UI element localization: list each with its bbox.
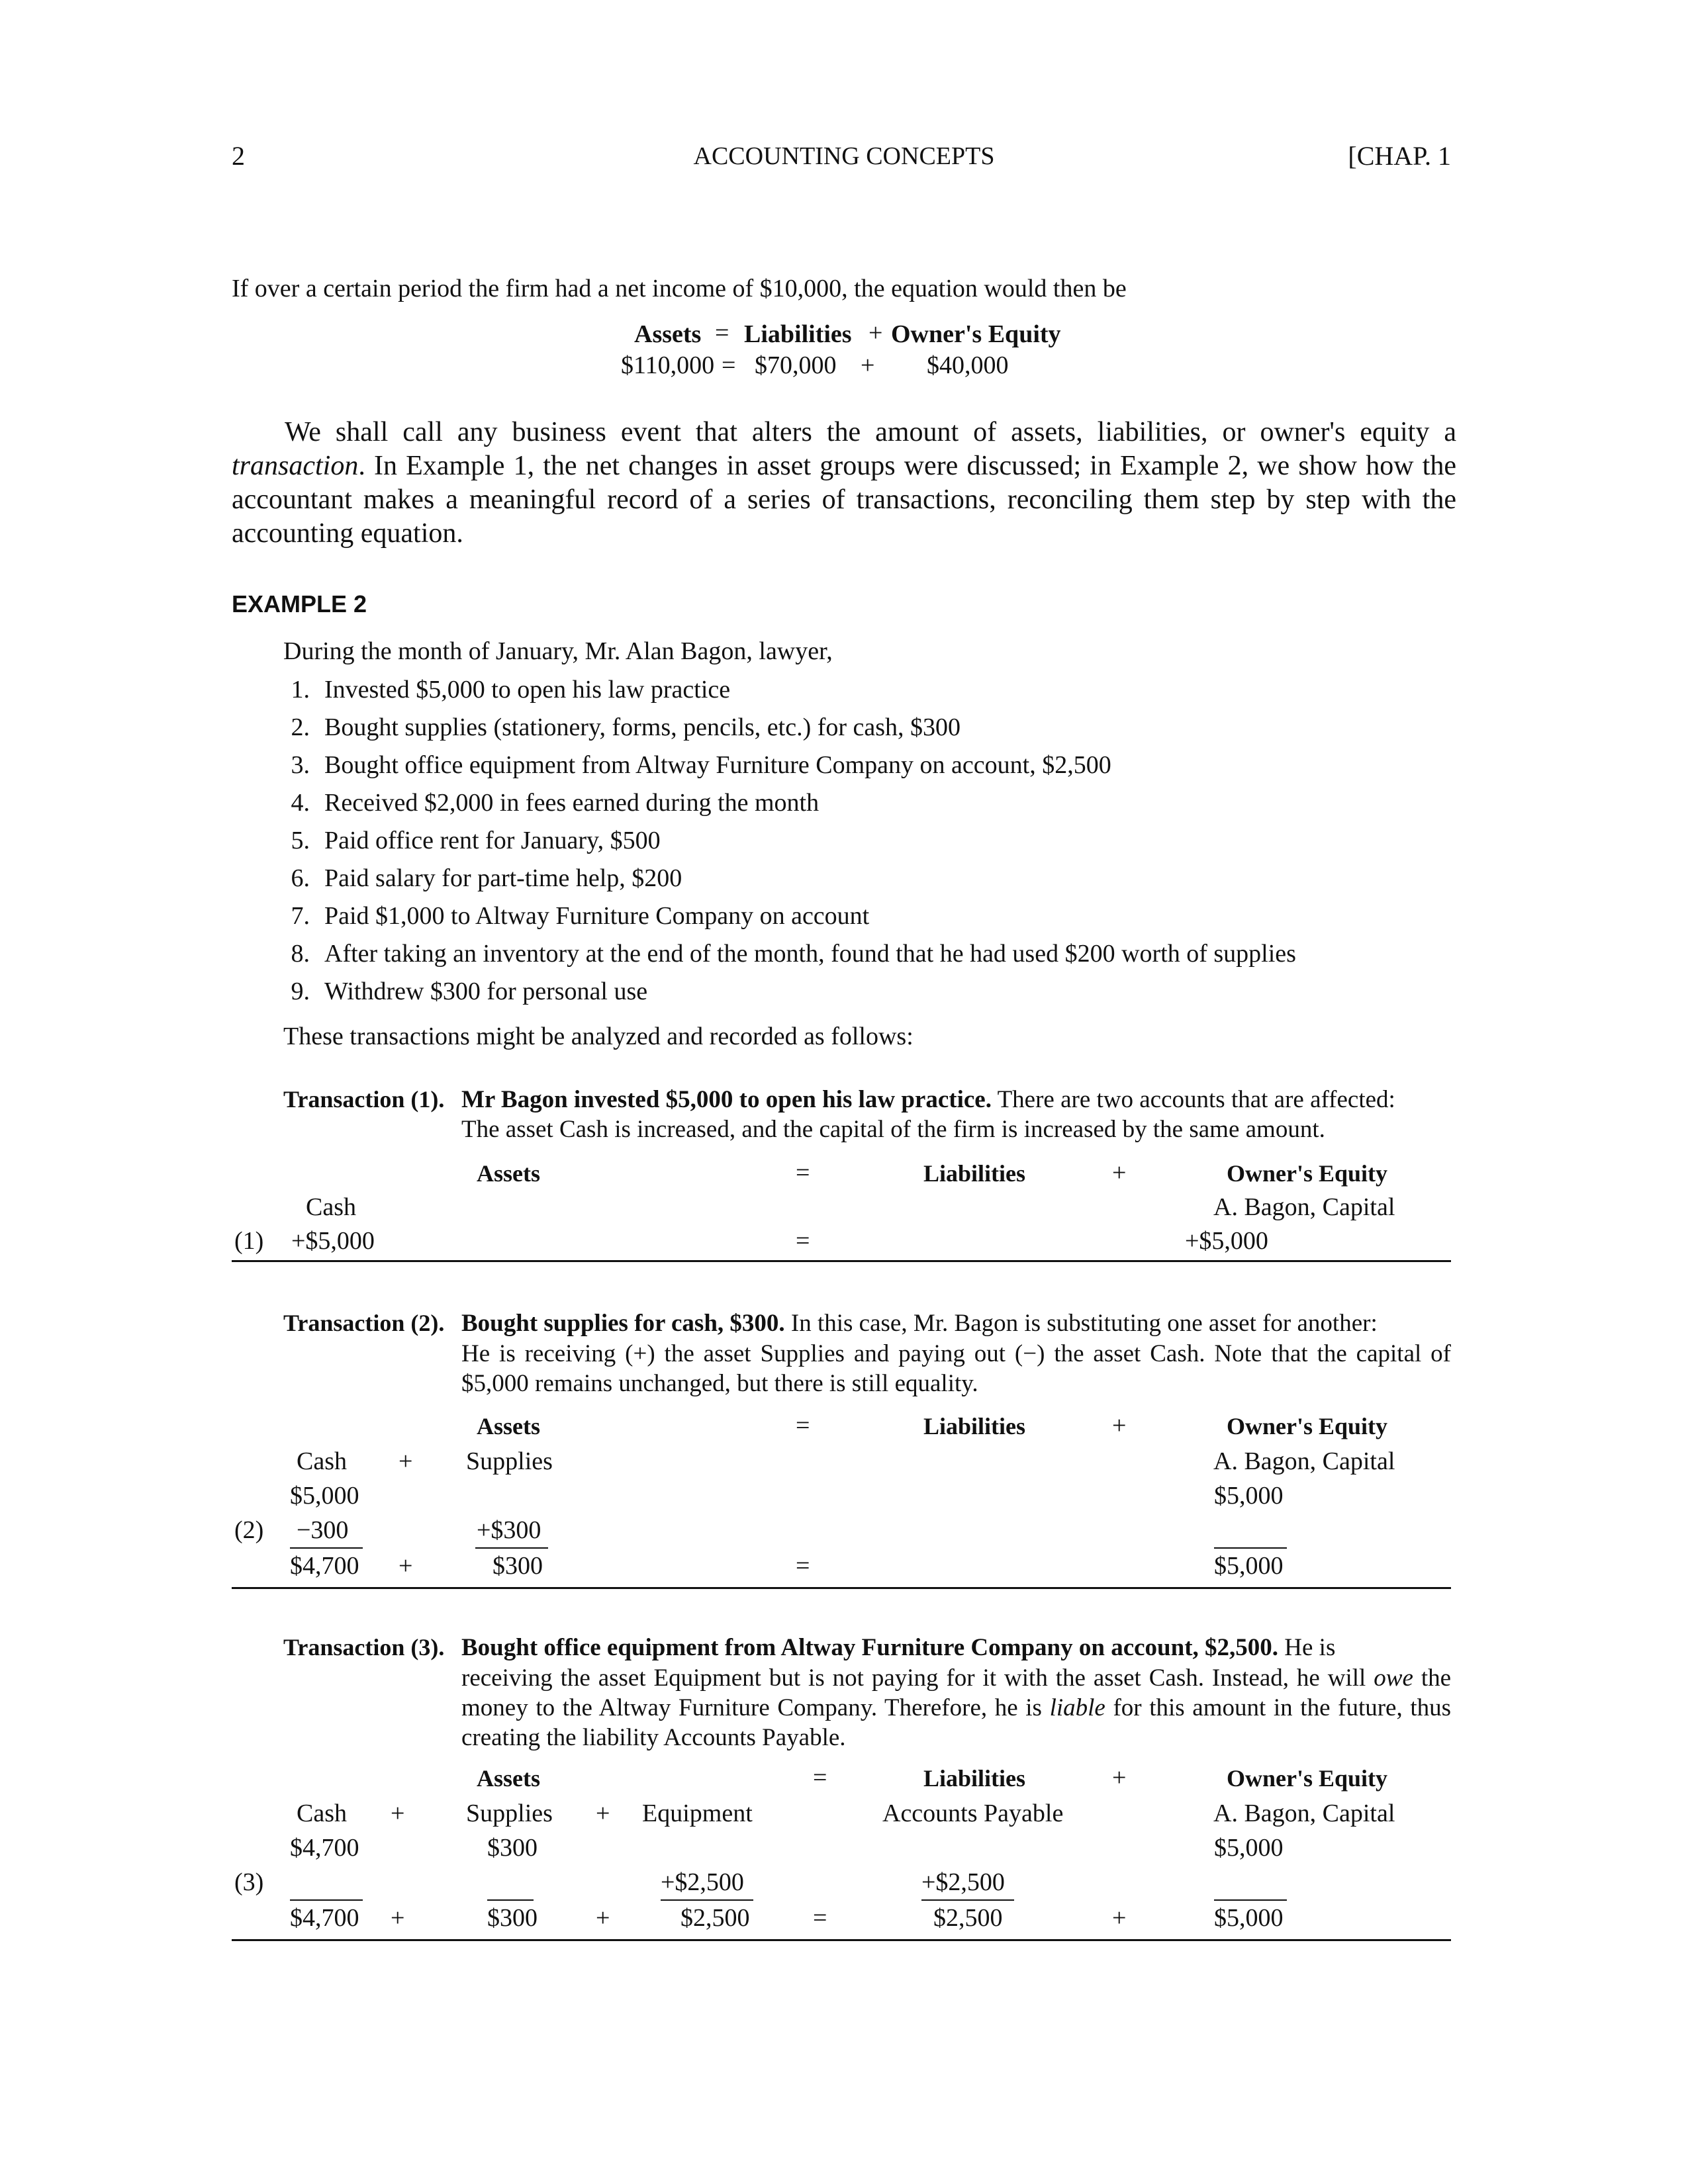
eq-assets: Assets [634,320,702,348]
t3-chg-equipment: +$2,500 [661,1868,744,1896]
t2-label: Transaction (2). [283,1310,445,1336]
t3-bal-capital: $5,000 [1214,1834,1284,1862]
t3-first-line [461,1633,1335,1662]
t1-capital-change: +$5,000 [1185,1227,1268,1255]
t3-head-assets: Assets [477,1765,540,1792]
eq-sign: = [715,319,729,347]
t1-head-assets: Assets [477,1160,540,1187]
t2-head-assets: Assets [477,1413,540,1439]
eq-liabilities: Liabilities [744,320,852,348]
val-assets: $110,000 [621,351,715,379]
t2-first-line [461,1309,1378,1338]
paragraph-part2: . In Example 1, the net changes in asset groups were discussed; in Example 2, we show how the accountant makes a meaningful record of a series of transactions, reconciling them step by step with the accounting equation. [232,451,1456,549]
t2-col-cash: Cash [297,1447,347,1475]
t2-bal-cash: $5,000 [290,1482,359,1510]
t3-liable: liable [1049,1694,1105,1721]
t3-col-ap: Accounts Payable [882,1799,1064,1827]
running-title: ACCOUNTING CONCEPTS [693,142,995,170]
page-number: 2 [232,141,245,171]
t1-head-plus: + [1112,1159,1127,1187]
t3-text1: He is [1284,1634,1336,1661]
t2-tot-eq: = [796,1552,810,1580]
t2-tot-supplies: $300 [492,1552,543,1580]
t2-ul-cash [290,1547,363,1549]
t1-text2: The asset Cash is increased, and the capital of the firm is increased by the same amount. [461,1116,1325,1143]
t3-tot-supplies: $300 [487,1904,538,1932]
t3-head-oe: Owner's Equity [1227,1765,1388,1792]
t2-chg-supplies: +$300 [477,1516,541,1544]
t3-title: Bought office equipment from Altway Furniture Company on account, $2,500. [461,1634,1279,1661]
t2-divider [232,1587,1451,1589]
t1-text1: There are two accounts that are affected: [997,1086,1395,1113]
chapter-label: [CHAP. 1 [1348,141,1451,171]
t3-col-equipment: Equipment [642,1799,753,1827]
t3-text2b: the money to the Altway Furniture Company. Therefore, he is [461,1664,1452,1721]
t3-tot-plus3: + [1112,1904,1127,1932]
list-item: 2. Bought supplies (stationery, forms, pencils, etc.) for cash, $300 [291,713,961,741]
t1-head-oe: Owner's Equity [1227,1160,1388,1187]
t2-head-oe: Owner's Equity [1227,1413,1388,1439]
t3-divider [232,1939,1451,1941]
t2-col-supplies: Supplies [466,1447,553,1475]
t2-title: Bought supplies for cash, $300. [461,1310,785,1337]
eq-owners-equity: Owner's Equity [891,320,1061,348]
t3-head-liabilities: Liabilities [923,1765,1026,1792]
t3-col-capital: A. Bagon, Capital [1213,1799,1395,1827]
t3-head-plus: + [1112,1764,1127,1792]
t1-head-eq: = [796,1159,810,1187]
t2-tot-cash: $4,700 [290,1552,359,1580]
t1-label: Transaction (1). [283,1086,445,1113]
t3-head-eq: = [813,1764,827,1792]
example-heading: EXAMPLE 2 [232,590,367,617]
t1-head-liabilities: Liabilities [923,1160,1026,1187]
t2-row-num: (2) [234,1516,264,1544]
t2-tot-plus: + [399,1552,413,1580]
t3-ul-supplies [487,1899,534,1901]
example-closing: These transactions might be analyzed and recorded as follows: [283,1023,914,1050]
t2-chg-cash: −300 [297,1516,349,1544]
paragraph-part1: We shall call any business event that alters the amount of assets, liabilities, or owner's equity a [285,417,1456,447]
t1-first-line [461,1085,1395,1114]
t3-col-plus1: + [391,1799,405,1827]
t2-head-liabilities: Liabilities [923,1413,1026,1439]
t2-head-plus: + [1112,1412,1127,1439]
t3-bal-supplies: $300 [487,1834,538,1862]
transaction-paragraph [232,416,1456,551]
t3-tot-ap: $2,500 [933,1904,1003,1932]
list-item: 7. Paid $1,000 to Altway Furniture Company on account [291,902,870,930]
t2-ul-capital [1214,1547,1287,1549]
t3-text2c: for this amount in the future, thus creating the liability Accounts Payable. [461,1694,1452,1751]
t3-row-num: (3) [234,1868,264,1896]
t3-tot-cash: $4,700 [290,1904,359,1932]
t1-divider [232,1260,1451,1262]
t3-tot-plus1: + [391,1904,405,1932]
t2-text2: He is receiving (+) the asset Supplies and paying out (−) the asset Cash. Note that the capital of $5,000 remains unchanged, but there is still equality. [461,1340,1451,1397]
t3-label: Transaction (3). [283,1634,445,1661]
t2-ul-supplies [475,1547,548,1549]
t2-text1: In this case, Mr. Bagon is substituting one asset for another: [790,1310,1378,1337]
t3-tot-eq: = [813,1904,827,1932]
val-plus: + [861,351,875,379]
t3-chg-ap: +$2,500 [921,1868,1005,1896]
t3-bal-cash: $4,700 [290,1834,359,1862]
t1-col-cash: Cash [306,1193,356,1221]
t1-row-num: (1) [234,1227,264,1255]
t3-body [461,1663,1451,1752]
eq-plus: + [868,319,883,347]
paragraph-term: transaction [232,451,359,481]
t3-col-cash: Cash [297,1799,347,1827]
val-eq-sign: = [722,351,736,379]
list-item: 4. Received $2,000 in fees earned during the month [291,789,820,817]
t3-tot-capital: $5,000 [1214,1904,1284,1932]
t3-col-plus2: + [596,1799,610,1827]
t3-tot-plus2: + [596,1904,610,1932]
t3-ul-equipment [661,1899,753,1901]
t1-col-capital: A. Bagon, Capital [1213,1193,1395,1221]
intro-line: If over a certain period the firm had a net income of $10,000, the equation would then be [232,275,1127,302]
t3-col-supplies: Supplies [466,1799,553,1827]
t3-owe: owe [1374,1664,1413,1692]
example-lead: During the month of January, Mr. Alan Bagon, lawyer, [283,637,833,665]
list-item: 5. Paid office rent for January, $500 [291,827,661,854]
t3-text2a: receiving the asset Equipment but is not paying for it with the asset Cash. Instead, he will [461,1664,1366,1692]
t1-title: Mr Bagon invested $5,000 to open his law practice. [461,1086,992,1113]
t1-eq-sign: = [796,1227,810,1255]
t2-col-capital: A. Bagon, Capital [1213,1447,1395,1475]
t3-ul-capital [1214,1899,1287,1901]
list-item: 9. Withdrew $300 for personal use [291,978,648,1005]
t3-tot-equipment: $2,500 [680,1904,750,1932]
t3-ul-cash [290,1899,363,1901]
t3-ul-ap [921,1899,1014,1901]
list-item: 3. Bought office equipment from Altway Furniture Company on account, $2,500 [291,751,1111,779]
val-liabilities: $70,000 [755,351,837,379]
t1-cash-change: +$5,000 [291,1227,375,1255]
t2-col-plus: + [399,1447,413,1475]
list-item: 1. Invested $5,000 to open his law practice [291,676,731,704]
val-owners-equity: $40,000 [927,351,1009,379]
list-item: 6. Paid salary for part-time help, $200 [291,864,682,892]
t2-head-eq: = [796,1412,810,1439]
t2-tot-capital: $5,000 [1214,1552,1284,1580]
t2-bal-capital: $5,000 [1214,1482,1284,1510]
list-item: 8. After taking an inventory at the end of the month, found that he had used $200 worth of supplies [291,940,1296,968]
